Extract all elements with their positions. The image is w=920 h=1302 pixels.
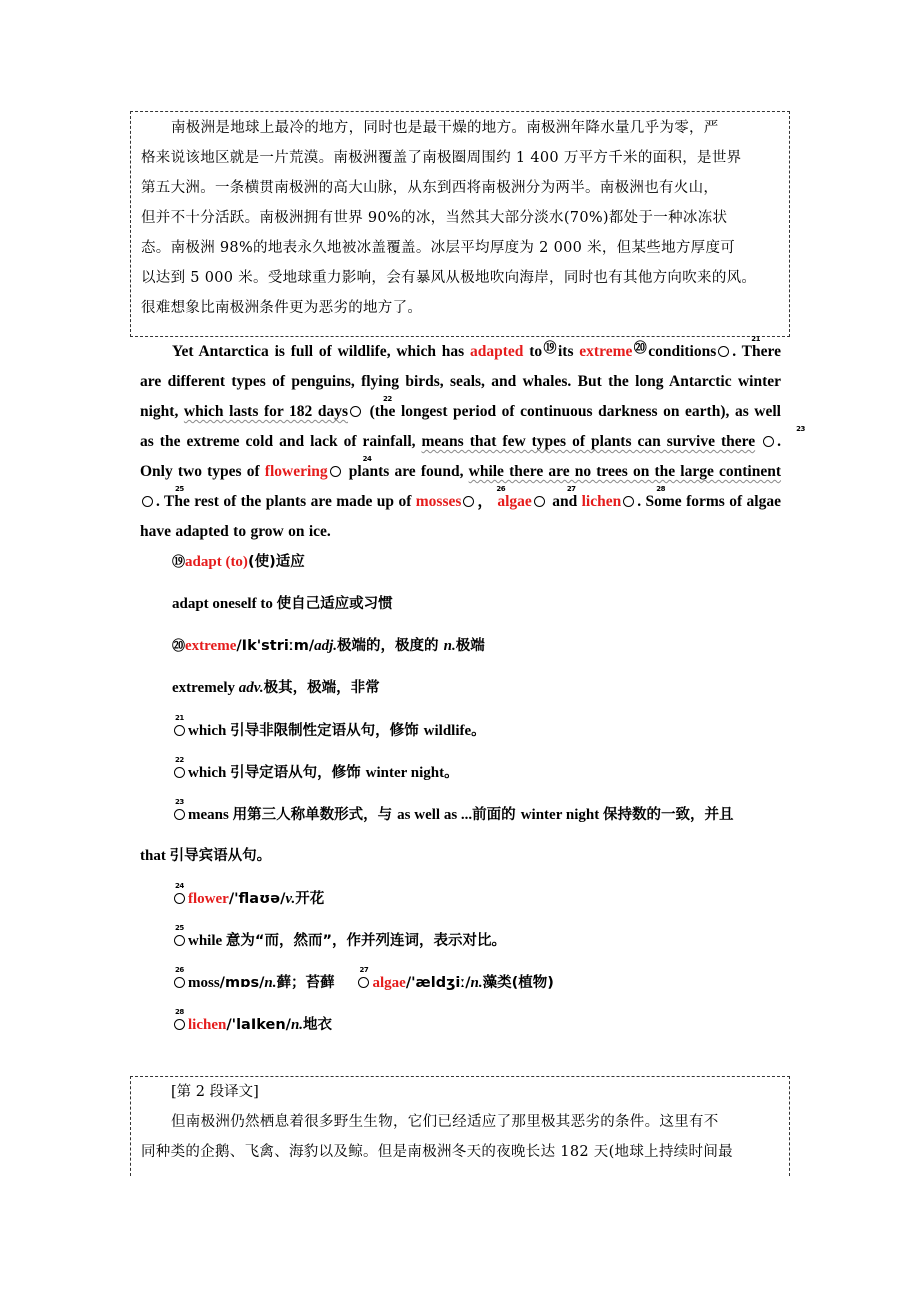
note-marker-24-icon: 24 xyxy=(173,888,187,904)
translation-line: 格来说该地区就是一片荒漠。南极洲覆盖了南极圈周围约 1 400 万平方千米的面积，是世界 xyxy=(141,150,742,166)
part-of-speech: adj. xyxy=(314,638,338,654)
part-of-speech: v. xyxy=(285,891,296,907)
translation-line: 态。南极洲 98%的地表永久地被冰盖覆盖。冰层平均厚度为 2 000 米，但某些地方厚度可 xyxy=(141,240,736,256)
passage-text: and xyxy=(547,493,582,510)
part-of-speech: n. xyxy=(290,1017,304,1033)
note-meaning: 地衣 xyxy=(303,1017,333,1033)
note-meaning: 引导定语从句，修饰 xyxy=(230,765,366,781)
note-20 xyxy=(172,636,485,657)
translation-line: 但南极洲仍然栖息着很多野生生物，它们已经适应了那里极其恶劣的条件。这里有不 xyxy=(171,1114,719,1130)
note-meaning: 用第三人称单数形式，与 xyxy=(232,807,398,823)
note-19-phrase xyxy=(172,594,393,614)
note-marker-20: ⑳ xyxy=(632,341,649,356)
note-meaning: 极端的，极度的 xyxy=(337,638,444,654)
passage-text: Yet Antarctica is full of wildlife, which has xyxy=(172,343,470,360)
note-23-continued xyxy=(140,846,271,866)
underlined-clause-means: means that few types of plants can survive there xyxy=(421,433,756,450)
part-of-speech: n. xyxy=(264,975,277,991)
note-number: ⑳ xyxy=(172,639,186,654)
note-keyword: extreme xyxy=(185,638,237,654)
note-phrase: winter night xyxy=(365,765,445,781)
passage-text: . The rest of the plants are made up of xyxy=(156,493,416,510)
part-of-speech: n. xyxy=(443,638,456,654)
note-marker-28-icon: 28 xyxy=(173,1014,187,1030)
note-19 xyxy=(172,552,305,573)
passage-text: . Only two types of xyxy=(140,433,782,480)
note-25 xyxy=(172,924,506,951)
note-23 xyxy=(172,798,734,825)
note-marker-21-icon: 21 xyxy=(173,720,187,736)
translation-line: 很难想象比南极洲条件更为恶劣的地方了。 xyxy=(141,300,423,316)
note-meaning: 引导宾语从句。 xyxy=(169,848,272,864)
note-meaning: 意为“而，然而”，作并列连词，表示对比。 xyxy=(225,933,506,949)
note-meaning: 保持数的一致，并且 xyxy=(602,807,734,823)
note-meaning: 前面的 xyxy=(472,807,521,823)
keyword-extreme: extreme xyxy=(579,343,633,360)
punct: 。 xyxy=(471,723,486,739)
phonetic: /Ik'striːm/ xyxy=(236,638,315,654)
paragraph-1-translation-box xyxy=(130,111,790,337)
passage-text: ， xyxy=(477,493,498,510)
note-meaning: 极端 xyxy=(455,638,485,654)
passage-text: . There are different types of penguins, flying birds, seals, and whales. But the long Antarctic winter night, xyxy=(140,343,781,420)
note-phrase: winter night xyxy=(520,807,603,823)
phonetic: /mɒs/ xyxy=(219,975,265,991)
passage-text: . Some forms of algae have adapted to grow on ice. xyxy=(140,493,781,540)
note-marker-26-icon: 26 xyxy=(173,972,187,988)
phonetic: /'flaʊə/ xyxy=(228,891,286,907)
note-marker-27-icon: 27 xyxy=(533,491,547,507)
passage-text: to xyxy=(523,343,543,360)
part-of-speech: n. xyxy=(470,975,483,991)
passage-text: (the longest period of continuous darkness on earth), as well as the extreme cold and lack of rainfall, xyxy=(140,403,781,450)
keyword-algae: algae xyxy=(497,493,532,510)
note-phrase: that xyxy=(140,848,170,864)
note-phrase: which xyxy=(188,723,231,739)
note-phrase: extremely xyxy=(172,680,239,696)
note-21 xyxy=(172,714,486,741)
note-marker-26-icon: 26 xyxy=(462,491,476,507)
note-keyword: adapt (to) xyxy=(185,554,248,570)
note-phrase: moss xyxy=(188,975,220,991)
phonetic: /'laIken/ xyxy=(226,1017,291,1033)
note-meaning: 使自己适应或习惯 xyxy=(276,596,393,612)
translation-heading: [第 2 段译文] xyxy=(171,1084,259,1100)
note-meaning: (使)适应 xyxy=(247,554,305,570)
note-marker-19: ⑲ xyxy=(542,341,558,356)
note-marker-27-icon: 27 xyxy=(357,972,371,988)
translation-line: 南极洲是地球上最冷的地方，同时也是最干燥的地方。南极洲年降水量几乎为零，严 xyxy=(171,120,719,136)
note-phrase: while xyxy=(188,933,226,949)
translation-line: 以达到 5 000 米。受地球重力影响，会有暴风从极地吹向海岸，同时也有其他方向吹来的风。 xyxy=(141,270,757,286)
note-20-derivative xyxy=(172,678,380,698)
note-number: ⑲ xyxy=(172,555,186,570)
keyword-flowering: flowering xyxy=(264,463,328,480)
note-26-27 xyxy=(172,966,554,993)
note-phrase: adapt oneself to xyxy=(172,596,277,612)
note-keyword: lichen xyxy=(188,1017,227,1033)
note-phrase: as well as ... xyxy=(397,807,473,823)
note-22 xyxy=(172,756,459,783)
note-phrase: which xyxy=(188,765,231,781)
note-28 xyxy=(172,1008,333,1035)
note-meaning: 藻类(植物) xyxy=(482,975,554,991)
note-marker-22-icon: 22 xyxy=(349,401,363,417)
note-marker-28-icon: 28 xyxy=(622,491,636,507)
translation-line: 但并不十分活跃。南极洲拥有世界 90%的冰，当然其大部分淡水(70%)都处于一种冰冻状 xyxy=(141,210,728,226)
keyword-adapted: adapted xyxy=(470,343,524,360)
note-meaning: 藓；苔藓 xyxy=(276,975,335,991)
note-marker-24-icon: 24 xyxy=(329,461,343,477)
note-meaning: 引导非限制性定语从句，修饰 xyxy=(230,723,424,739)
translation-line: 第五大洲。一条横贯南极洲的高大山脉，从东到西将南极洲分为两半。南极洲也有火山， xyxy=(141,180,719,196)
passage-text: its xyxy=(557,343,580,360)
part-of-speech: adv. xyxy=(238,680,264,696)
note-phrase: wildlife xyxy=(423,723,472,739)
note-marker-21-icon: 21 xyxy=(717,341,731,357)
passage-text: conditions xyxy=(648,343,717,360)
note-meaning: 开花 xyxy=(295,891,325,907)
keyword-lichen: lichen xyxy=(581,493,622,510)
note-meaning: 极其，极端，非常 xyxy=(263,680,380,696)
passage-text: plants are found, xyxy=(343,463,469,480)
note-phrase: means xyxy=(188,807,233,823)
paragraph-2-translation-box xyxy=(130,1076,790,1176)
translation-line: 同种类的企鹅、飞禽、海豹以及鲸。但是南极洲冬天的夜晚长达 182 天(地球上持续时间最 xyxy=(141,1144,733,1160)
note-marker-25-icon: 25 xyxy=(173,930,187,946)
punct: 。 xyxy=(444,765,459,781)
note-24 xyxy=(172,882,325,909)
underlined-clause-which: which lasts for 182 days xyxy=(183,403,349,420)
note-marker-25-icon: 25 xyxy=(141,491,155,507)
underlined-clause-while: while there are no trees on the large continent xyxy=(468,463,782,480)
phonetic: /'ældʒiː/ xyxy=(405,975,471,991)
note-marker-23-icon: 23 xyxy=(762,431,776,447)
note-marker-23-icon: 23 xyxy=(173,804,187,820)
note-marker-22-icon: 22 xyxy=(173,762,187,778)
english-passage xyxy=(140,334,805,547)
note-keyword: algae xyxy=(372,975,406,991)
keyword-mosses: mosses xyxy=(415,493,462,510)
note-keyword: flower xyxy=(188,891,229,907)
